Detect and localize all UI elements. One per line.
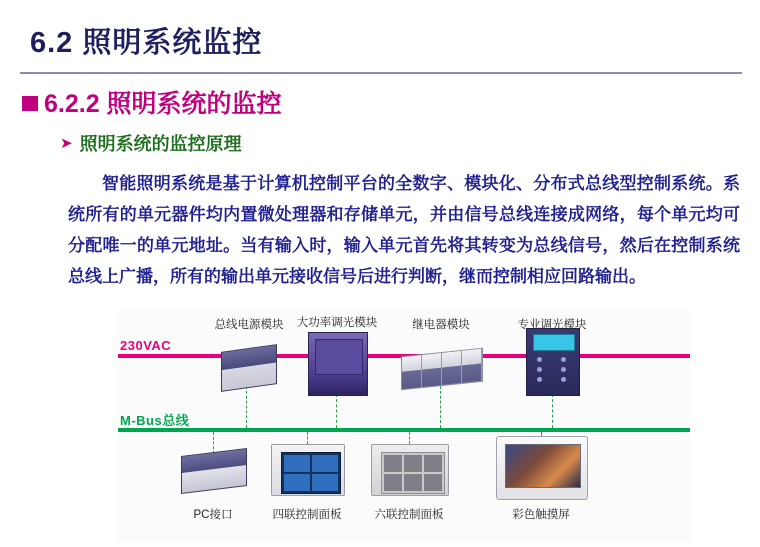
page-title: 6.2 照明系统监控 bbox=[30, 27, 263, 59]
color-touch-screen-caption: 彩色触摸屏 bbox=[512, 509, 570, 521]
four-gang-panel-image bbox=[271, 444, 345, 496]
drop-line bbox=[440, 386, 441, 428]
bus-power-module-image bbox=[221, 344, 277, 392]
section-heading-label: 6.2.2 照明系统的监控 bbox=[44, 90, 282, 118]
six-gang-panel-image bbox=[371, 444, 449, 496]
square-bullet-icon bbox=[22, 96, 38, 111]
arrow-bullet-icon: ➤ bbox=[60, 134, 73, 152]
data-bus-label: M-Bus总线 bbox=[120, 413, 190, 428]
drop-line bbox=[307, 432, 308, 444]
body-paragraph: 智能照明系统是基于计算机控制平台的全数字、模块化、分布式总线型控制系统。系统所有的单元器件均内置微处理器和存储单元，并由信号总线连接成网络，每个单元均可分配唯一的单元地址。当有输入时，输入单元首先将其转变为总线信号，然后在控制系统总线上广播，所有的输出单元接收信号后进行判断，继而控制相应回路输出。 bbox=[68, 174, 740, 286]
six-gang-panel-caption: 六联控制面板 bbox=[374, 509, 444, 521]
relay-module-image bbox=[401, 348, 483, 391]
data-bus-line bbox=[118, 428, 690, 432]
four-gang-panel-caption: 四联控制面板 bbox=[272, 509, 342, 521]
drop-line bbox=[552, 394, 553, 428]
color-touch-screen-image bbox=[496, 436, 588, 500]
professional-dimmer-caption: 专业调光模块 bbox=[517, 319, 587, 331]
drop-line bbox=[409, 432, 410, 444]
pc-interface-image bbox=[181, 448, 247, 494]
subsection-heading bbox=[60, 130, 242, 156]
drop-line bbox=[246, 386, 247, 428]
bus-power-module-caption: 总线电源模块 bbox=[214, 319, 284, 331]
high-power-dimmer-caption: 大功率调光模块 bbox=[296, 317, 378, 329]
relay-module-caption: 继电器模块 bbox=[412, 319, 470, 331]
high-power-dimmer-module-image bbox=[308, 332, 368, 396]
section-heading bbox=[22, 84, 282, 120]
power-bus-label: 230VAC bbox=[120, 338, 172, 353]
subsection-heading-label: 照明系统的监控原理 bbox=[79, 134, 242, 154]
professional-dimmer-module-image bbox=[526, 328, 580, 396]
system-diagram bbox=[118, 310, 690, 542]
drop-line bbox=[336, 394, 337, 428]
drop-line bbox=[213, 432, 214, 454]
title-divider bbox=[20, 72, 742, 74]
pc-interface-caption: PC接口 bbox=[193, 509, 233, 521]
